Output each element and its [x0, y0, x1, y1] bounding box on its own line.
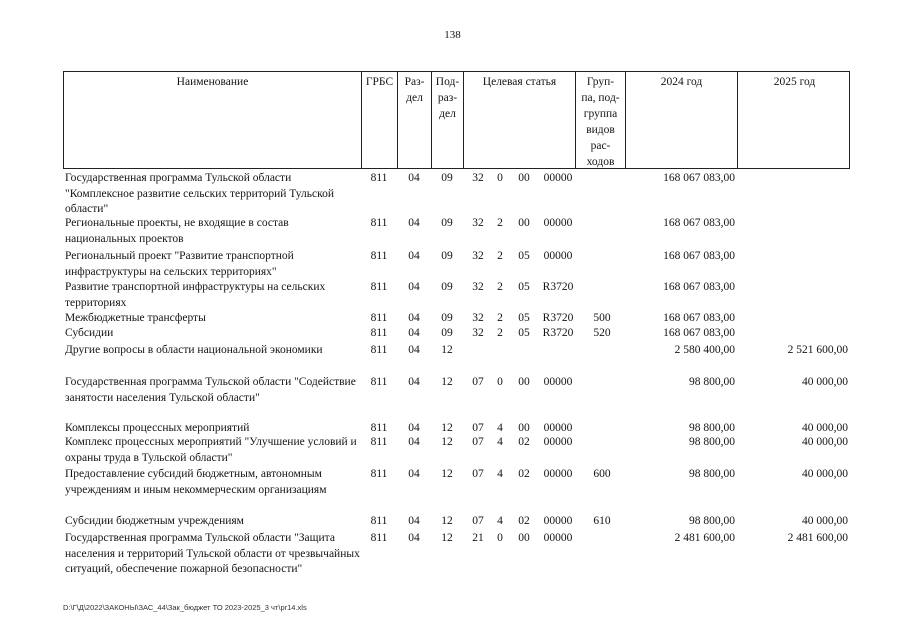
row-name: Комплекс процессных мероприятий "Улучшение условий и охраны труда в Тульской области" [65, 436, 357, 464]
cell-t3: 00 [518, 172, 530, 184]
file-path-footer: D:\Г\Д\2022\ЗАКОНЫ\ЗАС_44\Зак_бюджет ТО 2023-2025_3 чт\pr14.xls [63, 603, 307, 612]
cell-rz: 04 [408, 172, 420, 184]
cell-t1: 32 [472, 312, 484, 324]
header-expense-group: Груп- па, под- группа видов рас- ходов [576, 72, 626, 168]
row-name: Субсидии бюджетным учреждениям [65, 515, 244, 527]
cell-t3: 00 [518, 217, 530, 229]
cell-v2024: 98 800,00 [689, 422, 735, 434]
row-name: Комплексы процессных мероприятий [65, 422, 250, 434]
cell-v2024: 2 580 400,00 [674, 344, 735, 356]
cell-t2: 2 [497, 217, 503, 229]
cell-rz: 04 [408, 250, 420, 262]
table-header [63, 71, 850, 169]
header-grbs: ГРБС [362, 72, 398, 168]
cell-t2: 0 [497, 532, 503, 544]
cell-rz: 04 [408, 468, 420, 480]
cell-t2: 4 [497, 436, 503, 448]
cell-pr: 09 [441, 172, 453, 184]
cell-v2024: 98 800,00 [689, 376, 735, 388]
cell-t1: 32 [472, 172, 484, 184]
cell-t3: 05 [518, 327, 530, 339]
cell-pr: 12 [441, 344, 453, 356]
cell-v2024: 168 067 083,00 [663, 281, 735, 293]
cell-v2024: 168 067 083,00 [663, 217, 735, 229]
cell-t3: 05 [518, 281, 530, 293]
cell-t1: 07 [472, 515, 484, 527]
cell-t2: 0 [497, 172, 503, 184]
row-name: Предоставление субсидий бюджетным, автономным учреждениям и иным некоммерческим организациям [65, 468, 327, 496]
cell-pr: 12 [441, 468, 453, 480]
cell-t1: 32 [472, 281, 484, 293]
cell-t3: 02 [518, 468, 530, 480]
cell-grbs: 811 [370, 468, 388, 480]
budget-table [63, 71, 850, 575]
cell-grbs: 811 [370, 250, 388, 262]
cell-rz: 04 [408, 281, 420, 293]
cell-t4: 00000 [543, 436, 573, 448]
cell-v2025: 2 481 600,00 [787, 532, 848, 544]
header-podrazdel: Под- раз- дел [432, 72, 464, 168]
cell-v2025: 40 000,00 [802, 515, 848, 527]
cell-v2024: 98 800,00 [689, 515, 735, 527]
cell-t2: 2 [497, 327, 503, 339]
cell-v2024: 98 800,00 [689, 436, 735, 448]
cell-t4: 00000 [543, 468, 573, 480]
cell-t4: R3720 [542, 327, 574, 339]
cell-t3: 05 [518, 250, 530, 262]
row-name: Межбюджетные трансферты [65, 312, 206, 324]
cell-pr: 12 [441, 422, 453, 434]
cell-rz: 04 [408, 376, 420, 388]
cell-vr: 500 [593, 312, 611, 324]
header-target-article: Целевая статья [464, 72, 576, 168]
cell-vr: 610 [593, 515, 611, 527]
cell-pr: 09 [441, 327, 453, 339]
row-name: Региональные проекты, не входящие в состав национальных проектов [65, 217, 289, 245]
cell-pr: 09 [441, 217, 453, 229]
cell-t3: 02 [518, 515, 530, 527]
cell-v2024: 168 067 083,00 [663, 312, 735, 324]
cell-t3: 00 [518, 532, 530, 544]
cell-pr: 09 [441, 281, 453, 293]
row-name: Другие вопросы в области национальной экономики [65, 344, 323, 356]
cell-t3: 02 [518, 436, 530, 448]
cell-t1: 07 [472, 376, 484, 388]
cell-t4: 00000 [543, 172, 573, 184]
cell-t2: 0 [497, 376, 503, 388]
cell-t4: 00000 [543, 515, 573, 527]
cell-grbs: 811 [370, 281, 388, 293]
cell-t4: 00000 [543, 532, 573, 544]
cell-pr: 12 [441, 515, 453, 527]
cell-rz: 04 [408, 344, 420, 356]
cell-v2024: 168 067 083,00 [663, 172, 735, 184]
row-name: Государственная программа Тульской области "Защита населения и территорий Тульской области от чрезвычайных ситуаций, обеспечение пожарной безопасности" [65, 532, 360, 575]
cell-t4: 00000 [543, 250, 573, 262]
cell-grbs: 811 [370, 312, 388, 324]
cell-v2025: 40 000,00 [802, 436, 848, 448]
cell-v2024: 98 800,00 [689, 468, 735, 480]
cell-v2025: 40 000,00 [802, 468, 848, 480]
row-name: Государственная программа Тульской области "Комплексное развитие сельских территорий Тульской области" [65, 172, 335, 215]
cell-t2: 4 [497, 515, 503, 527]
cell-grbs: 811 [370, 327, 388, 339]
cell-t2: 2 [497, 312, 503, 324]
cell-t4: 00000 [543, 217, 573, 229]
cell-t4: 00000 [543, 376, 573, 388]
cell-grbs: 811 [370, 436, 388, 448]
cell-grbs: 811 [370, 376, 388, 388]
cell-t4: R3720 [542, 281, 574, 293]
cell-t2: 2 [497, 250, 503, 262]
cell-t1: 07 [472, 422, 484, 434]
cell-t4: R3720 [542, 312, 574, 324]
cell-v2025: 40 000,00 [802, 376, 848, 388]
row-name: Региональный проект "Развитие транспортной инфраструктуры на сельских территориях" [65, 250, 294, 278]
cell-v2025: 40 000,00 [802, 422, 848, 434]
cell-t2: 4 [497, 468, 503, 480]
cell-t1: 07 [472, 436, 484, 448]
cell-t3: 00 [518, 422, 530, 434]
cell-pr: 12 [441, 376, 453, 388]
cell-v2025: 2 521 600,00 [787, 344, 848, 356]
cell-pr: 12 [441, 532, 453, 544]
header-name: Наименование [64, 72, 362, 168]
cell-t3: 00 [518, 376, 530, 388]
cell-t1: 32 [472, 327, 484, 339]
row-name: Развитие транспортной инфраструктуры на сельских территориях [65, 281, 326, 309]
cell-t2: 2 [497, 281, 503, 293]
cell-t3: 05 [518, 312, 530, 324]
cell-rz: 04 [408, 217, 420, 229]
cell-rz: 04 [408, 436, 420, 448]
row-name: Государственная программа Тульской области "Содействие занятости населения Тульской области" [65, 376, 356, 404]
header-razdel: Раз- дел [398, 72, 432, 168]
cell-rz: 04 [408, 422, 420, 434]
cell-vr: 600 [593, 468, 611, 480]
cell-v2024: 2 481 600,00 [674, 532, 735, 544]
cell-rz: 04 [408, 327, 420, 339]
cell-rz: 04 [408, 515, 420, 527]
cell-pr: 09 [441, 250, 453, 262]
cell-grbs: 811 [370, 422, 388, 434]
row-name: Субсидии [65, 327, 114, 339]
cell-t2: 4 [497, 422, 503, 434]
cell-grbs: 811 [370, 344, 388, 356]
cell-rz: 04 [408, 312, 420, 324]
cell-grbs: 811 [370, 172, 388, 184]
cell-grbs: 811 [370, 217, 388, 229]
cell-grbs: 811 [370, 532, 388, 544]
cell-t1: 07 [472, 468, 484, 480]
cell-v2024: 168 067 083,00 [663, 250, 735, 262]
cell-rz: 04 [408, 532, 420, 544]
header-2025: 2025 год [773, 76, 816, 88]
header-2024: 2024 год [626, 72, 738, 168]
cell-v2024: 168 067 083,00 [663, 327, 735, 339]
cell-t1: 21 [472, 532, 484, 544]
cell-pr: 12 [441, 436, 453, 448]
cell-grbs: 811 [370, 515, 388, 527]
page-number: 138 [444, 29, 461, 41]
cell-pr: 09 [441, 312, 453, 324]
cell-t4: 00000 [543, 422, 573, 434]
cell-t1: 32 [472, 250, 484, 262]
cell-vr: 520 [593, 327, 611, 339]
cell-t1: 32 [472, 217, 484, 229]
